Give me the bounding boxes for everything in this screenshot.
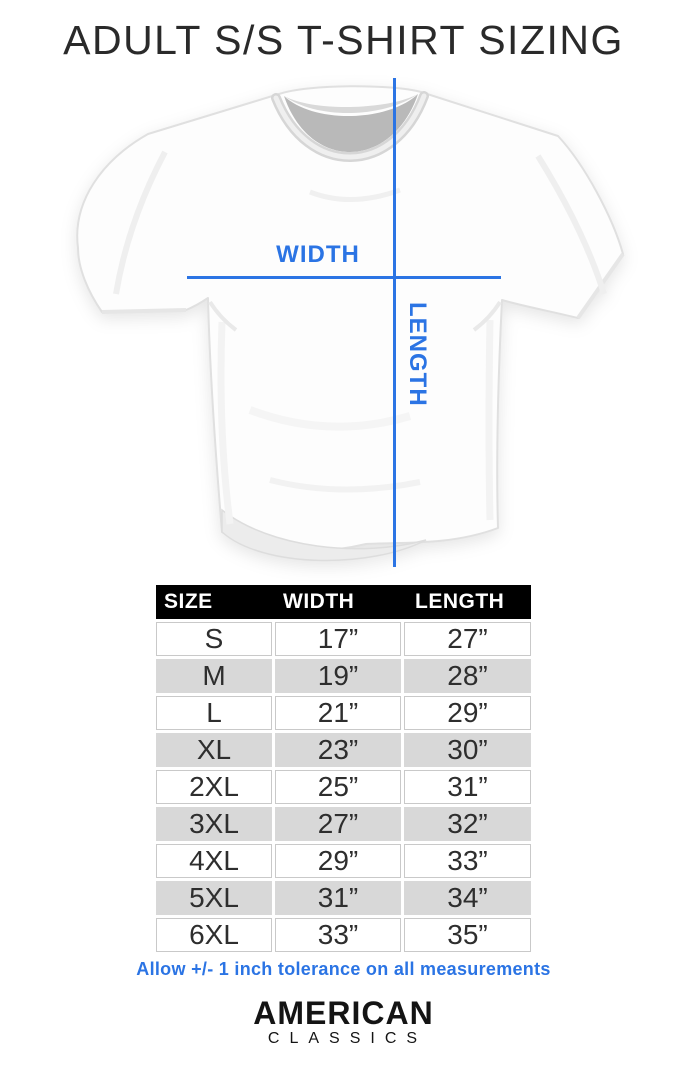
width-cell: 17” — [275, 622, 401, 656]
length-cell: 34” — [404, 881, 531, 915]
width-measure-line — [187, 276, 501, 279]
length-cell: 28” — [404, 659, 531, 693]
size-cell: XL — [156, 733, 272, 767]
width-label: WIDTH — [276, 241, 360, 268]
size-cell: L — [156, 696, 272, 730]
length-measure-line — [393, 78, 396, 567]
length-label: LENGTH — [404, 302, 431, 407]
size-cell: S — [156, 622, 272, 656]
width-cell: 25” — [275, 770, 401, 804]
table-row-2xl — [156, 770, 531, 804]
length-cell: 32” — [404, 807, 531, 841]
page-title: ADULT S/S T-SHIRT SIZING — [63, 17, 624, 63]
table-row-xl — [156, 733, 531, 767]
table-row-l — [156, 696, 531, 730]
size-table — [156, 585, 531, 955]
table-row-m — [156, 659, 531, 693]
tshirt-image — [70, 80, 630, 575]
size-cell: 4XL — [156, 844, 272, 878]
table-row-s — [156, 622, 531, 656]
length-cell: 35” — [404, 918, 531, 952]
column-header-size: SIZE — [164, 590, 213, 613]
brand-name-american: AMERICAN — [253, 995, 434, 1031]
width-cell: 19” — [275, 659, 401, 693]
width-cell: 21” — [275, 696, 401, 730]
size-cell: 6XL — [156, 918, 272, 952]
length-cell: 33” — [404, 844, 531, 878]
length-cell: 27” — [404, 622, 531, 656]
table-row-3xl — [156, 807, 531, 841]
length-cell: 29” — [404, 696, 531, 730]
table-row-4xl — [156, 844, 531, 878]
size-cell: 5XL — [156, 881, 272, 915]
size-cell: 3XL — [156, 807, 272, 841]
table-row-5xl — [156, 881, 531, 915]
width-cell: 27” — [275, 807, 401, 841]
tolerance-note: Allow +/- 1 inch tolerance on all measurements — [136, 959, 551, 979]
width-cell: 31” — [275, 881, 401, 915]
brand-name-classics: CLASSICS — [267, 1030, 428, 1047]
column-header-width: WIDTH — [283, 590, 355, 613]
length-cell: 31” — [404, 770, 531, 804]
width-cell: 33” — [275, 918, 401, 952]
size-cell: 2XL — [156, 770, 272, 804]
length-cell: 30” — [404, 733, 531, 767]
width-cell: 23” — [275, 733, 401, 767]
size-cell: M — [156, 659, 272, 693]
width-cell: 29” — [275, 844, 401, 878]
brand-logo — [0, 997, 687, 1048]
column-header-length: LENGTH — [415, 590, 505, 613]
table-header-row — [156, 585, 531, 619]
table-row-6xl — [156, 918, 531, 952]
